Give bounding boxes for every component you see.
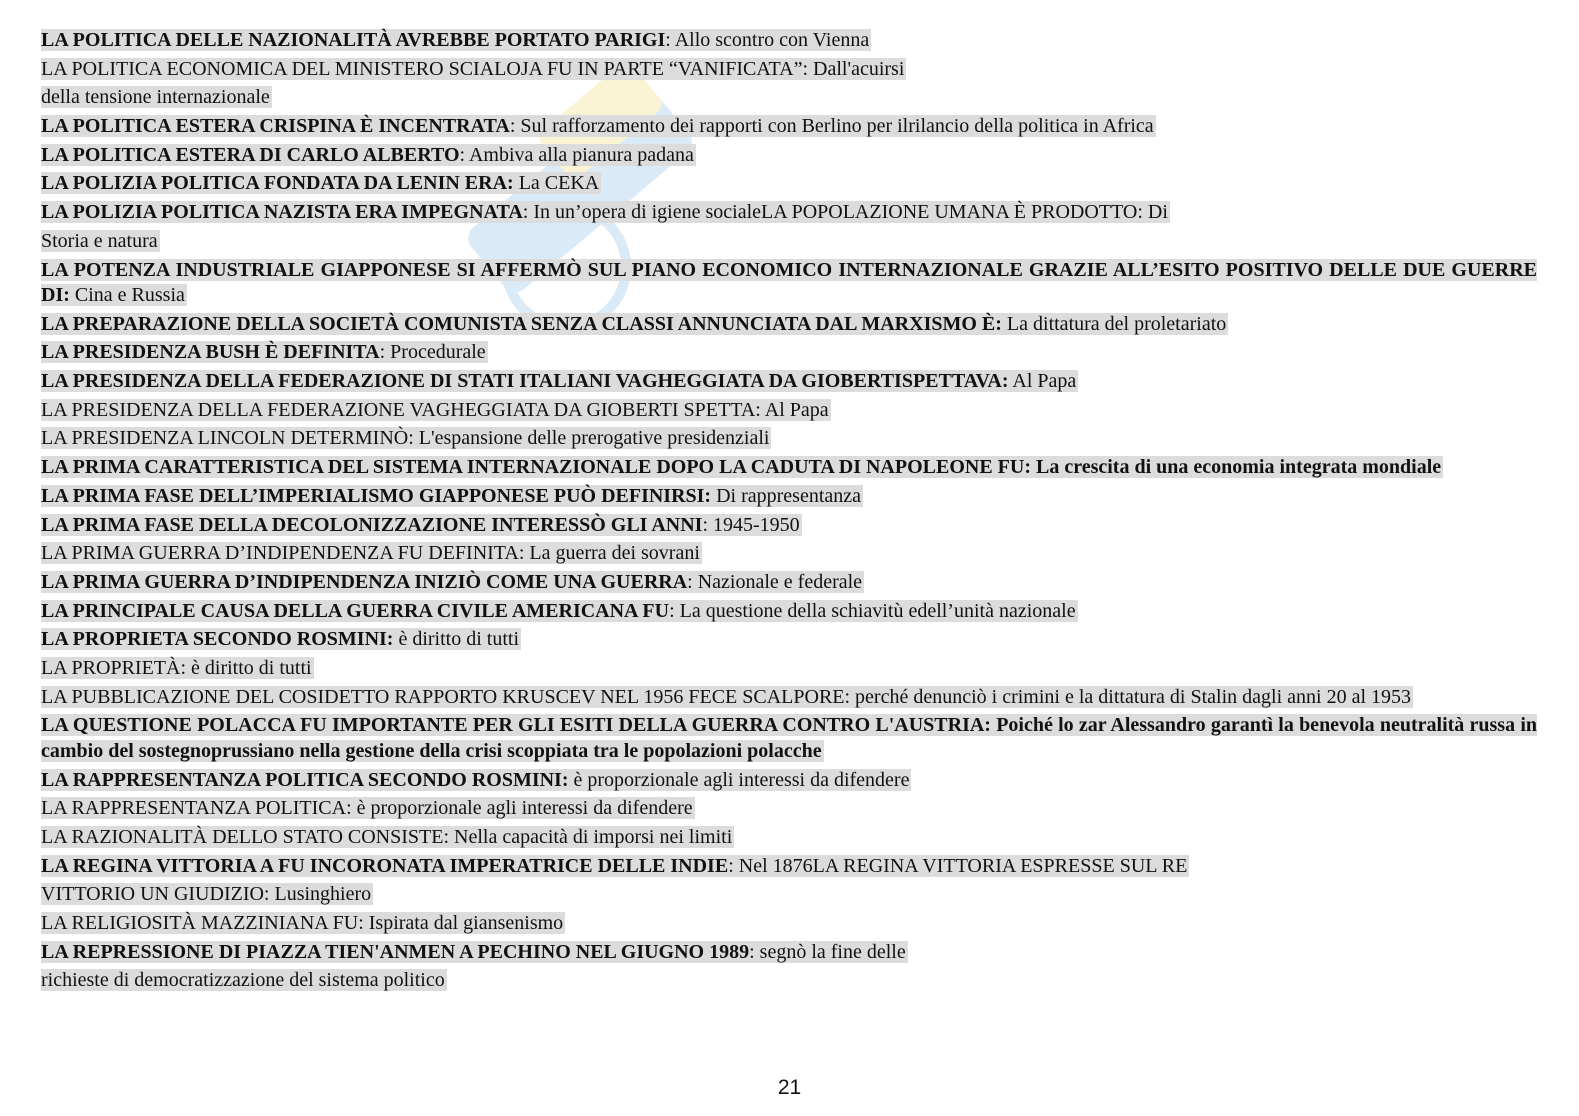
entry-text — [41, 144, 696, 166]
entry-question: LA POLITICA ESTERA DI CARLO ALBERTO — [41, 143, 460, 166]
entry-question: LA PRIMA GUERRA D’INDIPENDENZA INIZIÒ COME UNA GUERRA — [41, 570, 688, 593]
entry-question: LA POLIZIA POLITICA FONDATA DA LENIN ERA: — [41, 172, 514, 195]
entry-line — [41, 513, 1541, 539]
entry-answer: : L'espansione delle prerogative presidenziali — [408, 427, 770, 450]
entry-text — [41, 855, 1189, 877]
entry-answer: : La questione della schiavitù edell’unità nazionale — [669, 599, 1076, 622]
entry-answer: Poiché lo zar Alessandro garantì la benevola neutralità russa in cambio del sostegnoprussiano nella gestione della crisi scoppiata tra le popolazioni polacche — [41, 714, 1537, 762]
page-number: 21 — [777, 1076, 802, 1099]
entry-question: LA PRIMA GUERRA D’INDIPENDENZA FU DEFINITA — [41, 542, 519, 565]
entry-line — [41, 627, 1541, 653]
entry-text — [41, 657, 314, 679]
entry-text — [41, 29, 871, 51]
entry-line — [41, 768, 1541, 794]
entry-line — [41, 796, 1541, 822]
entry-answer: Cina e Russia — [69, 284, 185, 306]
entry-text — [41, 456, 1443, 478]
entry-line — [41, 484, 1541, 510]
entry-continuation-line — [41, 85, 1541, 111]
entry-question: LA PROPRIETA SECONDO ROSMINI: — [41, 628, 394, 651]
entry-question: LA PRIMA FASE DELLA DECOLONIZZAZIONE INTERESSÒ GLI ANNI — [41, 513, 703, 536]
entry-line — [41, 599, 1541, 625]
entry-text — [41, 769, 911, 791]
entry-line — [41, 200, 1541, 226]
entry-text — [41, 172, 601, 194]
entry-question: LA PRESIDENZA DELLA FEDERAZIONE DI STATI ITALIANI VAGHEGGIATA DA GIOBERTISPETTAVA: — [41, 370, 1009, 393]
entry-answer: La crescita di una economia integrata mondiale — [1030, 456, 1442, 479]
entry-answer: La CEKA — [513, 172, 600, 195]
entry-question: LA POLIZIA POLITICA NAZISTA ERA IMPEGNATA — [41, 201, 523, 224]
entry-line — [41, 258, 1537, 309]
entry-text — [41, 797, 695, 819]
entry-answer: Al Papa — [1008, 370, 1077, 393]
entry-text — [41, 628, 521, 650]
entry-text — [41, 313, 1228, 335]
entry-text — [41, 399, 831, 421]
entry-continuation-line — [41, 968, 1541, 994]
entry-question: LA PRIMA FASE DELL’IMPERIALISMO GIAPPONESE PUÒ DEFINIRSI: — [41, 484, 712, 507]
entry-text — [41, 427, 771, 449]
entry-text — [41, 571, 864, 593]
entry-continuation-line — [41, 882, 1541, 908]
entry-text — [41, 514, 802, 536]
entry-answer: : segnò la fine delle — [749, 940, 906, 963]
entry-text — [41, 370, 1078, 392]
document-page — [41, 28, 1541, 997]
entry-text — [41, 341, 488, 363]
entry-question: LA REGINA VITTORIA A FU INCORONATA IMPERATRICE DELLE INDIE — [41, 854, 729, 877]
entry-question: LA POLITICA ESTERA CRISPINA È INCENTRATA — [41, 115, 510, 138]
entry-answer: è proporzionale agli interessi da difendere — [568, 768, 910, 791]
entry-answer: : 1945-1950 — [702, 513, 800, 536]
entry-question: LA QUESTIONE POLACCA FU IMPORTANTE PER GLI ESITI DELLA GUERRA CONTRO L'AUSTRIA: — [41, 714, 991, 737]
entry-continuation: Storia e natura — [41, 229, 158, 252]
entry-answer: è diritto di tutti — [393, 628, 519, 651]
entry-text — [41, 485, 863, 507]
entry-line — [41, 28, 1541, 54]
entry-text — [41, 542, 702, 564]
entry-line — [41, 825, 1541, 851]
entry-question: LA POLITICA ECONOMICA DEL MINISTERO SCIALOJA FU IN PARTE “VANIFICATA” — [41, 57, 803, 80]
entry-text — [41, 201, 1170, 223]
entry-text — [41, 115, 1156, 137]
entry-question: LA PREPARAZIONE DELLA SOCIETÀ COMUNISTA SENZA CLASSI ANNUNCIATA DAL MARXISMO È: — [41, 312, 1002, 335]
entry-answer: Di rappresentanza — [711, 484, 862, 507]
entry-question: LA PUBBLICAZIONE DEL COSIDETTO RAPPORTO KRUSCEV NEL 1956 FECE SCALPORE — [41, 685, 845, 708]
entry-line — [41, 143, 1541, 169]
entry-question: LA RAPPRESENTANZA POLITICA SECONDO ROSMINI: — [41, 768, 569, 791]
entry-question: LA RELIGIOSITÀ MAZZINIANA FU — [41, 911, 359, 934]
entry-continuation: richieste di democratizzazione del sistema politico — [41, 969, 445, 992]
entry-line — [41, 911, 1541, 937]
entry-question: LA PRIMA CARATTERISTICA DEL SISTEMA INTERNAZIONALE DOPO LA CADUTA DI NAPOLEONE FU: — [41, 456, 1031, 479]
entry-question: LA REPRESSIONE DI PIAZZA TIEN'ANMEN A PECHINO NEL GIUGNO 1989 — [41, 940, 750, 963]
entry-line — [41, 114, 1541, 140]
entry-answer: : Al Papa — [755, 398, 829, 421]
entry-line — [41, 57, 1541, 83]
entry-line — [41, 369, 1541, 395]
entry-question: LA PRESIDENZA LINCOLN DETERMINÒ — [41, 427, 409, 450]
entry-line — [41, 685, 1537, 711]
entry-line — [41, 340, 1541, 366]
entry-answer: : Allo scontro con Vienna — [665, 29, 870, 51]
entry-text — [41, 941, 908, 963]
entry-answer: La dittatura del proletariato — [1001, 312, 1227, 335]
entry-question: LA PROPRIETÀ — [41, 656, 181, 679]
entry-answer: : Nel 1876LA REGINA VITTORIA ESPRESSE SUL RE — [728, 854, 1188, 877]
entry-answer: : La guerra dei sovrani — [518, 542, 700, 565]
entry-continuation: VITTORIO UN GIUDIZIO: Lusinghiero — [41, 883, 372, 906]
entry-question: LA RAPPRESENTANZA POLITICA — [41, 797, 347, 820]
entry-question: LA POLITICA DELLE NAZIONALITÀ AVREBBE PORTATO PARIGI — [41, 29, 666, 51]
entry-line — [41, 455, 1537, 481]
entry-answer: : Nazionale e federale — [687, 570, 863, 593]
entry-line — [41, 854, 1541, 880]
entry-answer: : Dall'acuirsi — [802, 57, 905, 80]
entry-text — [41, 686, 1413, 708]
entry-answer: : Sul rafforzamento dei rapporti con Berlino per ilrilancio della politica in Africa — [509, 115, 1154, 138]
entry-continuation: della tensione internazionale — [41, 86, 270, 109]
entry-question: LA PRESIDENZA BUSH È DEFINITA — [41, 341, 380, 364]
entry-question: LA PRESIDENZA DELLA FEDERAZIONE VAGHEGGIATA DA GIOBERTI SPETTA — [41, 398, 756, 421]
entry-answer: : In un’opera di igiene socialeLA POPOLAZIONE UMANA È PRODOTTO: Di — [522, 201, 1168, 224]
entry-text — [41, 259, 1537, 307]
entry-line — [41, 171, 1541, 197]
entry-line — [41, 426, 1541, 452]
entry-question: LA POTENZA INDUSTRIALE GIAPPONESE SI AFFERMÒ SUL PIANO ECONOMICO INTERNAZIONALE GRAZIE ALL’ESITO POSITIVO DELLE DUE GUERRE DI: — [41, 258, 1537, 306]
entry-line — [41, 570, 1541, 596]
entry-answer: : perché denunciò i crimini e la dittatura di Stalin dagli anni 20 al 1953 — [844, 685, 1412, 708]
entry-line — [41, 541, 1541, 567]
entry-continuation-line — [41, 229, 1541, 255]
entry-text — [41, 826, 734, 848]
entry-text — [41, 714, 1537, 762]
entry-answer: : Ambiva alla pianura padana — [459, 143, 694, 166]
entry-line — [41, 713, 1537, 764]
entry-answer: : è diritto di tutti — [180, 656, 312, 679]
entry-line — [41, 398, 1541, 424]
entry-answer: : Procedurale — [379, 341, 486, 364]
entry-text — [41, 600, 1078, 622]
entry-line — [41, 312, 1541, 338]
entry-line — [41, 940, 1541, 966]
entry-answer: : è proporzionale agli interessi da difendere — [346, 797, 693, 820]
entry-text — [41, 58, 906, 80]
entry-answer: : Nella capacità di imporsi nei limiti — [443, 825, 733, 848]
entry-answer: : Ispirata dal giansenismo — [358, 911, 564, 934]
entry-question: LA PRINCIPALE CAUSA DELLA GUERRA CIVILE AMERICANA FU — [41, 599, 670, 622]
entry-line — [41, 656, 1541, 682]
entry-question: LA RAZIONALITÀ DELLO STATO CONSISTE — [41, 825, 444, 848]
entry-text — [41, 912, 565, 934]
